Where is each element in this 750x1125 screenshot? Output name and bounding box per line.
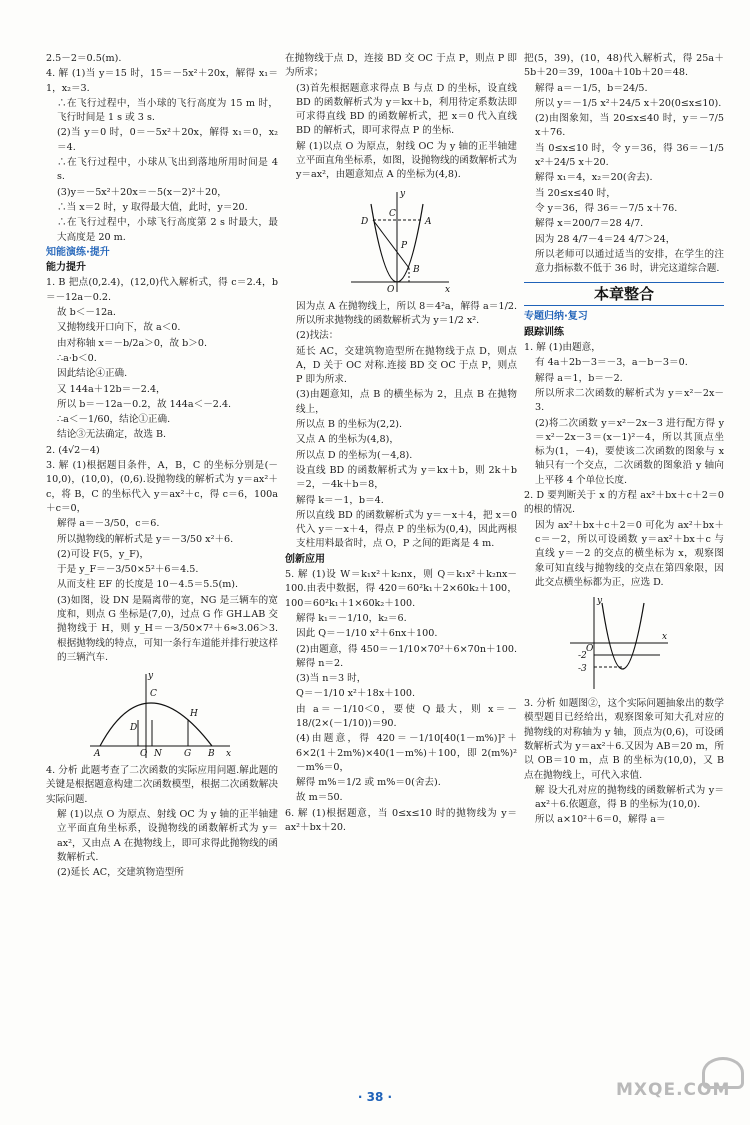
subsection-heading: 创新应用: [285, 553, 325, 565]
fig2-label: y: [400, 188, 406, 199]
text-paragraph: 解得 a＝－1/5，b＝24/5.: [535, 82, 648, 94]
text-paragraph: (3)当 n＝3 时，: [296, 673, 367, 685]
text-paragraph: 所以所求二次函数的解析式为 y＝x²－2x－3.: [535, 387, 724, 414]
subsection-heading: 能力提升: [46, 262, 86, 274]
chapter-heading: 本章整合: [524, 282, 724, 306]
fig3-label: -3: [578, 664, 587, 675]
text-paragraph: 当 0≤x≤10 时，令 y＝36，得 36＝－1/5 x²＋24/5 x＋20.: [535, 142, 724, 169]
text-paragraph: 又抛物线开口向下，故 a＜0.: [57, 322, 181, 334]
text-paragraph: (3)由题意知，点 B 的横坐标为 2，且点 B 在抛物线上，: [296, 389, 517, 415]
text-paragraph: 3. 解 (1)根据题目条件，A，B，C 的坐标分别是(－10,0)，(10,0)，(0,6).设抛物线的解析式为 y＝ax²＋c，将 B，C 的坐标代入 y＝ax²＋c，得 c＝6，100a＋c＝0，: [46, 460, 278, 514]
text-paragraph: 有 4a＋2b－3＝－3，a－b－3＝0.: [535, 357, 688, 369]
text-paragraph: Q＝－1/10 x²＋18x＋100.: [296, 688, 416, 700]
watermark-text: MXQE.COM: [616, 1080, 731, 1100]
parabola-building-figure: [345, 186, 455, 296]
text-paragraph: 因此结论④正确.: [57, 368, 128, 380]
text-paragraph: 解 (1)以点 O 为原点、射线 OC 为 y 轴的正半轴建立平面直角坐标系，设抛物线的函数解析式为 y＝ax²，又由点 A 在抛物线上，即可求得此抛物线的函数解析式.: [57, 809, 278, 863]
fig1-label: G: [184, 749, 192, 760]
text-paragraph: 5. 解 (1)设 W＝k₁x²＋k₂nx，则 Q＝k₁x²＋k₂nx－100.由表中数据，得 420＝60²k₁＋2×60k₂＋100，100＝60²k₁＋1×60k₂＋100.: [285, 569, 517, 609]
text-paragraph: 解得 k＝－1，b＝4.: [296, 494, 384, 506]
fig2-label: A: [425, 216, 432, 227]
text-paragraph: 解得 a＝1，b＝－2.: [535, 372, 623, 384]
text-paragraph: 所以 y＝－1/5 x²＋24/5 x＋20(0≤x≤10).: [535, 97, 722, 109]
text-paragraph: 从而支柱 EF 的长度是 10－4.5＝5.5(m).: [57, 579, 239, 591]
section-heading: 知能演练·提升: [46, 246, 110, 258]
text-paragraph: 因为 28 4/7－4＝24 4/7＞24，: [535, 233, 676, 245]
text-paragraph: 2. D 要判断关于 x 的方程 ax²＋bx＋c＋2＝0 的根的情况.: [524, 490, 724, 516]
fig3-label: O: [586, 644, 594, 655]
fig2-label: x: [445, 284, 451, 295]
text-paragraph: 故 b＜－12a.: [57, 307, 116, 319]
watermark: [616, 1080, 744, 1119]
text-paragraph: 延长 AC，交建筑物造型所在抛物线于点 D，则点 A，D 关于 OC 对称.连接 BD 交 OC 于点 P，则点 P 即为所求.: [296, 345, 517, 386]
column-right: [524, 52, 724, 829]
text-paragraph: 6. 解 (1)根据题意，当 0≤x≤10 时的抛物线为 y＝ax²＋bx＋20.: [285, 807, 517, 834]
fig1-label: D: [130, 723, 138, 734]
text-paragraph: 所以 a×10²＋6＝0，解得 a＝: [535, 814, 666, 826]
text-paragraph: (3)y＝－5x²＋20x＝－5(x－2)²＋20，: [57, 186, 227, 198]
text-paragraph: 1. B 把点(0,2.4)，(12,0)代入解析式，得 c＝2.4，b＝－12a－0.2.: [46, 277, 278, 303]
text-paragraph: ∴在飞行过程中，当小球的飞行高度为 15 m 时，飞行时间是 1 s 或 3 s.: [57, 97, 278, 124]
text-paragraph: 解得 m%＝1/2 或 m%＝0(舍去).: [296, 777, 441, 789]
text-paragraph: 因为 ax²＋bx＋c＋2＝0 可化为 ax²＋bx＋c＝－2，所以可设函数 y＝ax²＋bx＋c 与直线 y＝－2 的交点的横坐标为 x，观察图象可知直线与抛物线的交点在第四象限，因此交点横坐标都为正，应选 D.: [535, 519, 724, 588]
fig3-label: x: [662, 632, 668, 643]
text-paragraph: 所以直线 BD 的函数解析式为 y＝－x＋4，把 x＝0 代入 y＝－x＋4，得点 P 的坐标为(0,4)，因此两根支柱用料最省时，点 O，P 之间的距离是 4 m.: [296, 509, 517, 550]
fig1-label: H: [190, 709, 198, 720]
fig1-label: B: [208, 749, 215, 760]
fig2-label: C: [389, 208, 396, 219]
page-number: · 38 ·: [357, 1090, 393, 1104]
text-paragraph: 令 y＝36，得 36＝－7/5 x＋76.: [535, 202, 678, 214]
text-paragraph: 由对称轴 x＝－b/2a＞0，故 b＞0.: [57, 337, 208, 349]
text-paragraph: 解 设大孔对应的抛物线的函数解析式为 y＝ax²＋6.依题意，得 B 的坐标为(10,0).: [535, 784, 724, 811]
text-paragraph: ∴当 x＝2 时，y 取得最大值，此时，y＝20.: [57, 201, 248, 213]
text-paragraph: 把(5，39)，(10，48)代入解析式，得 25a＋5b＋20＝39，100a＋10b＋20＝48.: [524, 53, 724, 79]
text-paragraph: 所以 b＝－12a－0.2，故 144a＜－2.4.: [57, 398, 232, 410]
fig1-label: y: [148, 671, 154, 682]
text-paragraph: 所以抛物线的解析式是 y＝－3/50 x²＋6.: [57, 533, 234, 545]
fig2-label: P: [401, 240, 408, 251]
text-paragraph: 4. 分析 此题考查了二次函数的实际应用问题.解此题的关键是根据题意构建二次函数模型，根据二次函数解决实际问题.: [46, 765, 278, 805]
text-paragraph: 设直线 BD 的函数解析式为 y＝kx＋b，则 2k＋b＝2，－4k＋b＝8，: [296, 464, 517, 491]
text-paragraph: 结论③无法确定，故选 B.: [57, 429, 167, 441]
text-paragraph: 因为点 A 在抛物线上，所以 8＝4²a，解得 a＝1/2.所以所求抛物线的函数解析式为 y＝1/2 x².: [296, 300, 517, 326]
watermark-logo-icon: [702, 1057, 744, 1089]
fig3-label: y: [597, 596, 603, 607]
text-paragraph: ∴在飞行过程中，小球从飞出到落地所用时间是 4 s.: [57, 157, 278, 183]
text-paragraph: (2)可设 F(5，y_F)，: [57, 548, 150, 560]
fig2-label: O: [387, 284, 395, 295]
text-paragraph: 所以点 B 的坐标为(2,2).: [296, 419, 403, 431]
column-left: [46, 52, 278, 882]
text-paragraph: ∴a＜－1/60，结论①正确.: [57, 414, 171, 426]
text-paragraph: 解 (1)以点 O 为原点，射线 OC 为 y 轴的正半轴建立平面直角坐标系，如图，设抛物线的函数解析式为 y＝ax²，由题意知点 A 的坐标为(4,8).: [296, 140, 517, 181]
text-paragraph: 由 a＝－1/10＜0，要使 Q 最大，则 x＝－18/(2×(－1/10))＝90.: [296, 703, 517, 729]
text-paragraph: (2)当 y＝0 时，0＝－5x²＋20x，解得 x₁＝0，x₂＝4.: [57, 127, 278, 153]
text-paragraph: 解得 x₁＝4，x₂＝20(舍去).: [535, 172, 653, 184]
fig3-label: -2: [578, 651, 587, 662]
text-paragraph: 因此 Q＝－1/10 x²＋6nx＋100.: [296, 628, 438, 640]
text-paragraph: 解得 a＝－3/50，c＝6.: [57, 518, 160, 530]
text-paragraph: 2. (4√2－4): [46, 444, 100, 456]
fig2-label: B: [413, 264, 420, 275]
column-middle: [285, 52, 517, 836]
text-paragraph: ∴a·b＜0.: [57, 352, 97, 364]
fig1-label: O: [140, 749, 148, 760]
text-paragraph: (2)将二次函数 y＝x²－2x－3 进行配方得 y＝x²－2x－3＝(x－1)²－4，所以其顶点坐标为(1，－4)，要使该二次函数的图象与 x 轴只有一个交点，二次函数的图象沿 y 轴向上平移 4 个单位长度.: [535, 417, 724, 486]
text-paragraph: (2)由题意，得 450＝－1/10×70²＋6×70n＋100.解得 n＝2.: [296, 643, 517, 669]
text-paragraph: 4. 解 (1)当 y＝15 时，15＝－5x²＋20x，解得 x₁＝1，x₂＝3.: [46, 68, 278, 94]
text-paragraph: 1. 解 (1)由题意，: [524, 342, 601, 354]
text-paragraph: 于是 y_F＝－3/50×5²＋6＝4.5.: [57, 564, 199, 576]
fig1-label: C: [150, 689, 157, 700]
text-paragraph: (4)由题意，得 420＝－1/10[40(1－m%)]²＋6×2(1＋2m%)×40(1－m%)＋100，即 2(m%)²－m%＝0，: [296, 733, 517, 773]
text-paragraph: 在抛物线于点 D，连接 BD 交 OC 于点 P，则点 P 即为所求；: [285, 53, 517, 79]
text-paragraph: (3)首先根据题意求得点 B 与点 D 的坐标，设直线 BD 的函数解析式为 y＝kx＋b，利用待定系数法即可求得直线 BD 的函数解析式，把 x＝0 代入直线 BD 的解析式，即可求得点 P 的坐标.: [296, 82, 517, 137]
fig1-label: A: [94, 749, 101, 760]
text-paragraph: 解得 k₁＝－1/10，k₂＝6.: [296, 612, 407, 624]
fig2-label: D: [361, 216, 369, 227]
bridge-arch-figure: [86, 668, 236, 760]
subsection-heading: 跟踪训练: [524, 326, 564, 338]
text-paragraph: 当 20≤x≤40 时，: [535, 187, 616, 199]
fig1-label: x: [226, 749, 232, 760]
text-paragraph: (2)延长 AC，交建筑物造型所: [57, 867, 184, 879]
parabola-intersection-figure: [564, 593, 674, 693]
text-paragraph: 又点 A 的坐标为(4,8)，: [296, 434, 399, 446]
text-paragraph: 故 m＝50.: [296, 792, 343, 804]
text-paragraph: (2)由图象知，当 20≤x≤40 时，y＝－7/5 x＋76.: [535, 113, 724, 139]
text-paragraph: 所以点 D 的坐标为(－4,8).: [296, 449, 413, 461]
section-heading: 专题归纳·复习: [524, 311, 588, 323]
fig1-label: N: [154, 749, 162, 760]
text-paragraph: (2)找法：: [296, 330, 339, 342]
text-paragraph: 又 144a＋12b＝－2.4，: [57, 383, 166, 395]
text-paragraph: (3)如图，设 DN 是隔离带的宽，NG 是三辆车的宽度和，则点 G 坐标是(7,0)，过点 G 作 GH⊥AB 交抛物线于 H，则 y_H＝－3/50×7²＋6≈3.06＞3.根据抛物线的特点，可知一条行车道能并排行驶这样的三辆汽车.: [57, 594, 278, 663]
text-paragraph: ∴在飞行过程中，小球飞行高度第 2 s 时最大，最大高度是 20 m.: [57, 217, 278, 243]
text-paragraph: 所以老师可以通过适当的安排，在学生的注意力指标数不低于 36 时，讲完这道综合题.: [535, 248, 724, 275]
text-paragraph: 2.5－2＝0.5(m).: [46, 53, 122, 64]
text-paragraph: 解得 x＝200/7＝28 4/7.: [535, 218, 644, 230]
text-paragraph: 3. 分析 如题图②，这个实际问题抽象出的数学模型题目已经给出，观察图象可知大孔对应的抛物线的对称轴为 y 轴，顶点为(0,6)，可设函数解析式为 y＝ax²＋6.又因为 AB＝20 m，所以 OB＝10 m，点 B 的坐标为(10,0)，又 B 点在抛物线上，可代入求值.: [524, 698, 724, 781]
